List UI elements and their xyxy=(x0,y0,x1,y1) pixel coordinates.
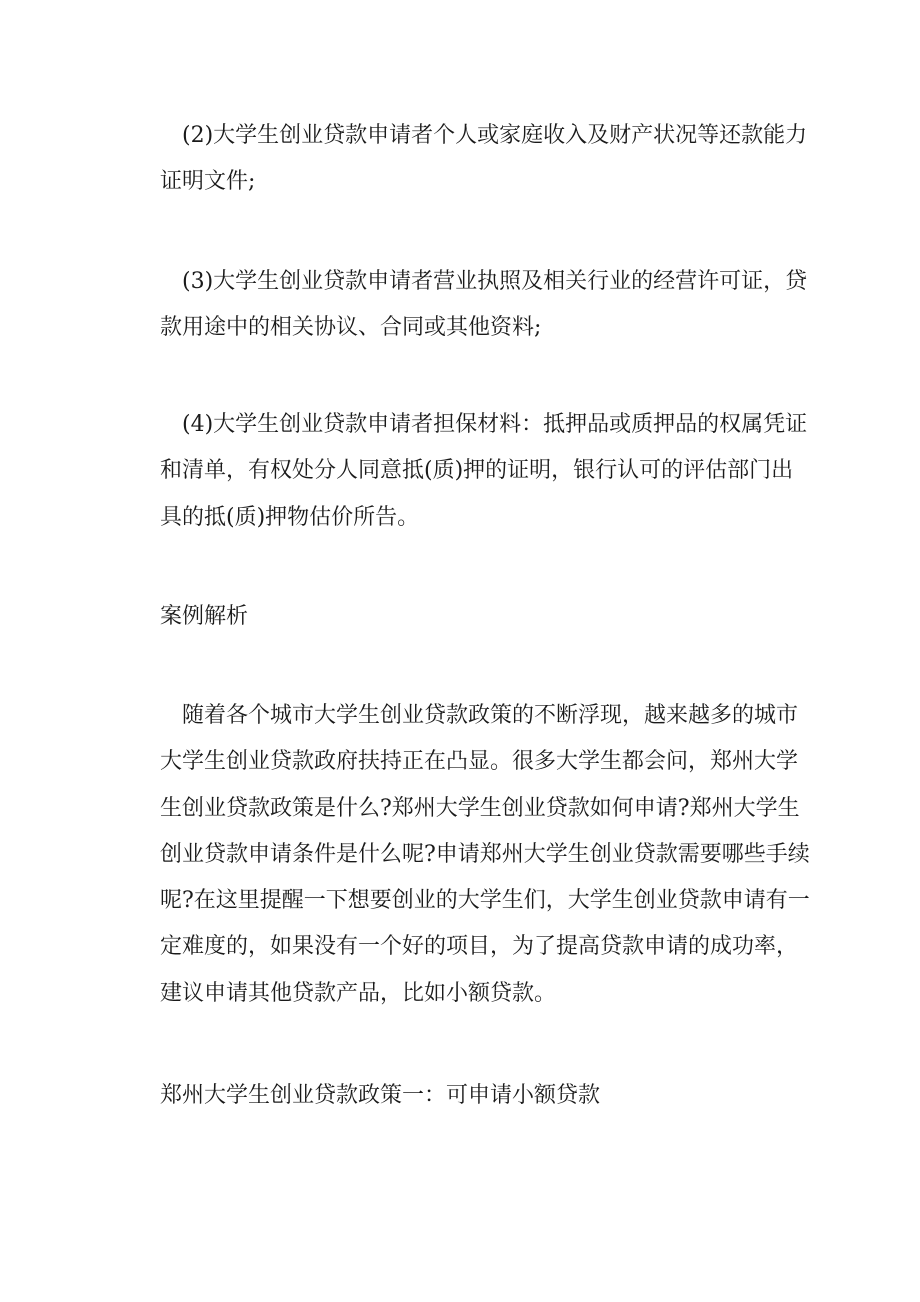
paragraph-line: 创业贷款申请条件是什么呢?申请郑州大学生创业贷款需要哪些手续 xyxy=(160,841,810,867)
list-item-4 xyxy=(138,402,808,541)
paragraph-line: (3)大学生创业贷款申请者营业执照及相关行业的经营许可证，贷 xyxy=(182,269,808,294)
paragraph-line: 定难度的，如果没有一个好的项目，为了提高贷款申请的成功率， xyxy=(160,934,799,960)
paragraph-line: 建议申请其他贷款产品，比如小额贷款。 xyxy=(160,980,557,1006)
paragraph-line: (4)大学生创业贷款申请者担保材料：抵押品或质押品的权属凭证 xyxy=(182,412,808,437)
heading-text: 案例解析 xyxy=(160,604,249,629)
section-heading-policy-1 xyxy=(138,1073,782,1119)
paragraph-line: 证明文件; xyxy=(160,169,256,195)
paragraph-line: 生创业贷款政策是什么?郑州大学生创业贷款如何申请?郑州大学生 xyxy=(160,795,800,821)
paragraph-line: 大学生创业贷款政府扶持正在凸显。很多大学生都会问，郑州大学 xyxy=(160,749,799,775)
list-item-3 xyxy=(138,259,808,352)
paragraph-line: 具的抵(质)押物估价所告。 xyxy=(160,504,420,530)
case-paragraph xyxy=(138,693,810,1017)
paragraph-line: 和清单，有权处分人同意抵(质)押的证明，银行认可的评估部门出 xyxy=(160,458,794,484)
list-item-2 xyxy=(138,113,808,206)
paragraph-line: (2)大学生创业贷款申请者个人或家庭收入及财产状况等还款能力 xyxy=(182,123,808,148)
section-heading-case-analysis xyxy=(138,594,782,640)
paragraph-line: 呢?在这里提醒一下想要创业的大学生们，大学生创业贷款申请有一 xyxy=(160,888,810,914)
heading-text: 郑州大学生创业贷款政策一：可申请小额贷款 xyxy=(160,1083,601,1108)
paragraph-line: 随着各个城市大学生创业贷款政策的不断浮现，越来越多的城市 xyxy=(182,703,799,728)
paragraph-line: 款用途中的相关协议、合同或其他资料; xyxy=(160,315,542,341)
